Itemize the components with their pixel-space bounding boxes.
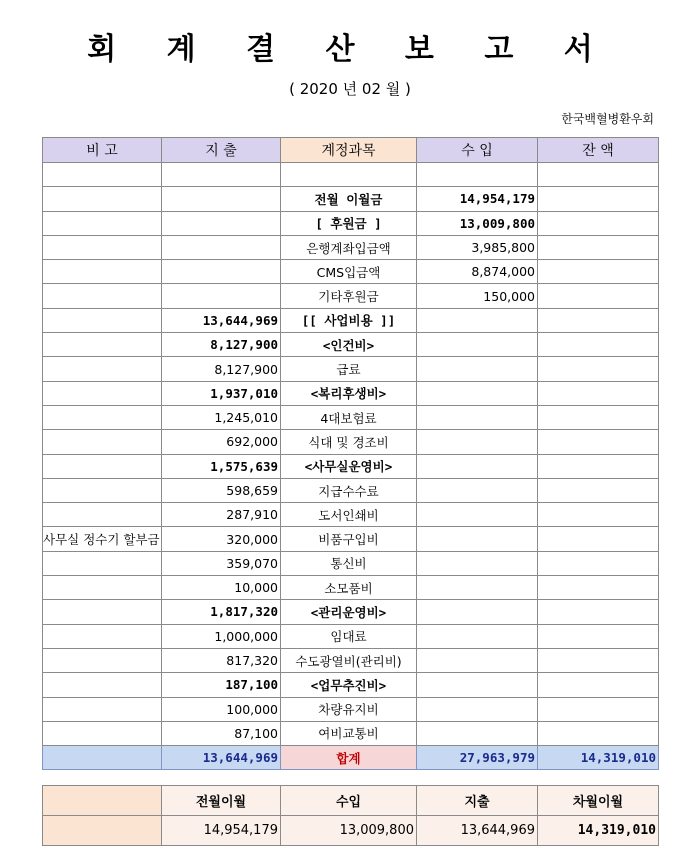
cell-expense: 1,937,010 — [162, 381, 281, 405]
ledger-table — [42, 137, 659, 770]
cell-expense: 8,127,900 — [162, 357, 281, 381]
cell-note — [43, 697, 162, 721]
cell-balance — [538, 721, 659, 745]
summary-value-next: 14,319,010 — [538, 816, 659, 846]
ledger-row — [43, 163, 659, 187]
cell-note — [43, 721, 162, 745]
cell-expense — [162, 163, 281, 187]
cell-income: 14,954,179 — [417, 187, 538, 211]
cell-note — [43, 454, 162, 478]
ledger-row — [43, 187, 659, 211]
cell-account: 지급수수료 — [281, 478, 417, 502]
ledger-row — [43, 454, 659, 478]
cell-income: 150,000 — [417, 284, 538, 308]
cell-account: 식대 및 경조비 — [281, 430, 417, 454]
summary-value-row — [43, 816, 659, 846]
cell-account: 은행계좌입금액 — [281, 235, 417, 259]
ledger-row — [43, 503, 659, 527]
cell-expense: 1,575,639 — [162, 454, 281, 478]
cell-balance — [538, 187, 659, 211]
cell-balance — [538, 551, 659, 575]
cell-account: 도서인쇄비 — [281, 503, 417, 527]
total-income: 27,963,979 — [417, 746, 538, 770]
cell-account: 4대보험료 — [281, 405, 417, 429]
cell-account: 기타후원금 — [281, 284, 417, 308]
cell-account: [ 후원금 ] — [281, 211, 417, 235]
cell-income — [417, 721, 538, 745]
ledger-row — [43, 211, 659, 235]
cell-note — [43, 600, 162, 624]
cell-income — [417, 624, 538, 648]
ledger-row — [43, 624, 659, 648]
header-account: 계정과목 — [281, 138, 417, 163]
cell-expense: 359,070 — [162, 551, 281, 575]
cell-balance — [538, 211, 659, 235]
cell-income — [417, 405, 538, 429]
cell-account: 전월 이월금 — [281, 187, 417, 211]
ledger-row — [43, 381, 659, 405]
organization-name: 한국백혈병환우회 — [561, 112, 654, 126]
cell-note — [43, 478, 162, 502]
cell-balance — [538, 430, 659, 454]
summary-header-next: 차월이월 — [538, 786, 659, 816]
cell-balance — [538, 648, 659, 672]
cell-expense: 692,000 — [162, 430, 281, 454]
cell-balance — [538, 260, 659, 284]
total-label: 합계 — [281, 746, 417, 770]
cell-expense: 320,000 — [162, 527, 281, 551]
cell-balance — [538, 673, 659, 697]
header-expense: 지 출 — [162, 138, 281, 163]
ledger-row — [43, 405, 659, 429]
cell-expense — [162, 284, 281, 308]
cell-balance — [538, 527, 659, 551]
cell-balance — [538, 357, 659, 381]
cell-income — [417, 333, 538, 357]
cell-note — [43, 163, 162, 187]
cell-account: <복리후생비> — [281, 381, 417, 405]
cell-balance — [538, 235, 659, 259]
summary-value-carryover: 14,954,179 — [162, 816, 281, 846]
ledger-row — [43, 697, 659, 721]
cell-income — [417, 357, 538, 381]
cell-balance — [538, 576, 659, 600]
cell-expense: 10,000 — [162, 576, 281, 600]
cell-income: 13,009,800 — [417, 211, 538, 235]
ledger-row — [43, 430, 659, 454]
cell-balance — [538, 284, 659, 308]
cell-income — [417, 308, 538, 332]
cell-income — [417, 648, 538, 672]
cell-note — [43, 624, 162, 648]
total-row — [43, 746, 659, 770]
cell-note — [43, 187, 162, 211]
cell-note — [43, 673, 162, 697]
cell-expense: 1,000,000 — [162, 624, 281, 648]
ledger-row — [43, 478, 659, 502]
summary-table — [42, 785, 659, 846]
cell-note — [43, 551, 162, 575]
total-expense: 13,644,969 — [162, 746, 281, 770]
report-period: ( 2020 년 02 월 ) — [289, 80, 411, 98]
cell-expense: 287,910 — [162, 503, 281, 527]
cell-account: 차량유지비 — [281, 697, 417, 721]
ledger-row — [43, 648, 659, 672]
header-note: 비 고 — [43, 138, 162, 163]
cell-income — [417, 503, 538, 527]
cell-note — [43, 648, 162, 672]
ledger-row — [43, 600, 659, 624]
cell-expense: 817,320 — [162, 648, 281, 672]
cell-note — [43, 235, 162, 259]
cell-income — [417, 576, 538, 600]
cell-balance — [538, 333, 659, 357]
cell-expense: 187,100 — [162, 673, 281, 697]
cell-note: 사무실 정수기 할부금 — [43, 527, 162, 551]
cell-account: <사무실운영비> — [281, 454, 417, 478]
cell-note — [43, 381, 162, 405]
cell-note — [43, 284, 162, 308]
cell-account: 급료 — [281, 357, 417, 381]
cell-expense: 87,100 — [162, 721, 281, 745]
cell-note — [43, 503, 162, 527]
cell-note — [43, 576, 162, 600]
cell-expense — [162, 211, 281, 235]
cell-balance — [538, 308, 659, 332]
cell-income — [417, 697, 538, 721]
ledger-row — [43, 551, 659, 575]
ledger-row — [43, 357, 659, 381]
cell-account: CMS입금액 — [281, 260, 417, 284]
ledger-row — [43, 284, 659, 308]
cell-income — [417, 430, 538, 454]
cell-income — [417, 381, 538, 405]
cell-account: <인건비> — [281, 333, 417, 357]
cell-expense: 1,817,320 — [162, 600, 281, 624]
cell-expense: 100,000 — [162, 697, 281, 721]
total-note — [43, 746, 162, 770]
ledger-row — [43, 333, 659, 357]
cell-note — [43, 405, 162, 429]
ledger-header-row — [43, 138, 659, 163]
cell-balance — [538, 478, 659, 502]
summary-header-row — [43, 786, 659, 816]
cell-balance — [538, 697, 659, 721]
cell-income — [417, 163, 538, 187]
cell-income — [417, 600, 538, 624]
cell-account: 수도광열비(관리비) — [281, 648, 417, 672]
summary-value-income: 13,009,800 — [281, 816, 417, 846]
ledger-row — [43, 308, 659, 332]
cell-expense: 1,245,010 — [162, 405, 281, 429]
ledger-row — [43, 721, 659, 745]
cell-expense: 13,644,969 — [162, 308, 281, 332]
report-title: 회 계 결 산 보 고 서 — [87, 32, 613, 67]
cell-account — [281, 163, 417, 187]
cell-note — [43, 308, 162, 332]
summary-header-expense: 지출 — [417, 786, 538, 816]
cell-expense — [162, 260, 281, 284]
cell-expense: 8,127,900 — [162, 333, 281, 357]
summary-header-carryover: 전월이월 — [162, 786, 281, 816]
cell-expense: 598,659 — [162, 478, 281, 502]
ledger-row — [43, 260, 659, 284]
ledger-row — [43, 673, 659, 697]
cell-income — [417, 551, 538, 575]
cell-account: 비품구입비 — [281, 527, 417, 551]
summary-spacer — [43, 786, 162, 816]
cell-balance — [538, 163, 659, 187]
cell-note — [43, 211, 162, 235]
cell-account: 임대료 — [281, 624, 417, 648]
header-income: 수 입 — [417, 138, 538, 163]
header-balance: 잔 액 — [538, 138, 659, 163]
total-balance: 14,319,010 — [538, 746, 659, 770]
ledger-row — [43, 235, 659, 259]
cell-income: 3,985,800 — [417, 235, 538, 259]
cell-expense — [162, 235, 281, 259]
cell-balance — [538, 454, 659, 478]
cell-account: <업무추진비> — [281, 673, 417, 697]
cell-account: [[ 사업비용 ]] — [281, 308, 417, 332]
cell-income — [417, 527, 538, 551]
cell-balance — [538, 624, 659, 648]
cell-balance — [538, 405, 659, 429]
cell-account: 소모품비 — [281, 576, 417, 600]
ledger-row — [43, 576, 659, 600]
cell-balance — [538, 503, 659, 527]
cell-income — [417, 478, 538, 502]
cell-account: 통신비 — [281, 551, 417, 575]
ledger-row — [43, 527, 659, 551]
cell-note — [43, 430, 162, 454]
cell-note — [43, 260, 162, 284]
cell-balance — [538, 600, 659, 624]
cell-account: 여비교통비 — [281, 721, 417, 745]
cell-note — [43, 357, 162, 381]
cell-balance — [538, 381, 659, 405]
cell-income — [417, 454, 538, 478]
cell-income — [417, 673, 538, 697]
cell-note — [43, 333, 162, 357]
cell-income: 8,874,000 — [417, 260, 538, 284]
summary-spacer — [43, 816, 162, 846]
summary-value-expense: 13,644,969 — [417, 816, 538, 846]
cell-account: <관리운영비> — [281, 600, 417, 624]
summary-header-income: 수입 — [281, 786, 417, 816]
cell-expense — [162, 187, 281, 211]
